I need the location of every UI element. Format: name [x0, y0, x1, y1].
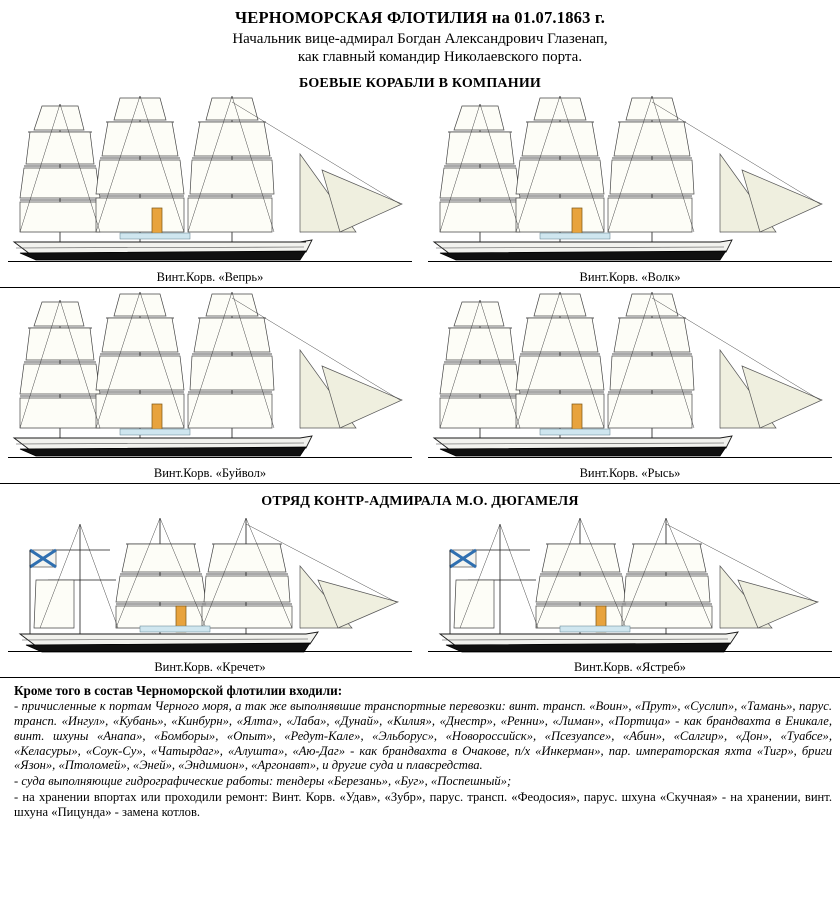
- footer-notes: [0, 678, 840, 819]
- header-subtitle-1: Начальник вице-адмирал Богдан Александрович Глазенап,: [232, 31, 608, 47]
- ship-caption-yastreb: Винт.Корв. «Ястреб»: [574, 660, 686, 674]
- ship-caption-vepr: Винт.Корв. «Вепрь»: [156, 270, 264, 284]
- footer-paragraph-2: - суда выполняющие гидрографические работы: тендеры «Березань», «Буг», «Поспешный»;: [14, 774, 512, 789]
- ship-cell-yastreb: [420, 510, 840, 675]
- ship-row-1: [0, 92, 840, 285]
- page-title-date: на 01.07.1863 г.: [491, 8, 606, 27]
- ship-illustration-yastreb: [420, 510, 840, 660]
- section-title-combat: БОЕВЫЕ КОРАБЛИ В КОМПАНИИ: [298, 76, 541, 91]
- ship-row-2: [0, 288, 840, 481]
- ship-cell-volk: [420, 92, 840, 285]
- header-subtitle-2: как главный командир Николаевского порта.: [297, 49, 583, 65]
- page-header: [0, 0, 840, 66]
- waterline: [428, 261, 832, 262]
- waterline: [8, 651, 412, 652]
- ship-cell-krechet: [0, 510, 420, 675]
- ship-svg: [420, 92, 840, 270]
- ship-row-3: [0, 510, 840, 675]
- page-title: [0, 8, 840, 28]
- footer-title: Кроме того в состав Черноморской флотилии входили:: [14, 683, 343, 698]
- ship-caption-volk: Винт.Корв. «Волк»: [579, 270, 681, 284]
- ship-illustration-krechet: [0, 510, 420, 660]
- ship-illustration-buyvol: [0, 288, 420, 466]
- ship-svg: [420, 510, 840, 660]
- waterline: [428, 651, 832, 652]
- ship-cell-buyvol: [0, 288, 420, 481]
- waterline: [8, 457, 412, 458]
- ship-svg: [420, 288, 840, 466]
- ship-svg: [0, 92, 420, 270]
- waterline: [428, 457, 832, 458]
- footer-paragraph-3: - на хранении впортах или проходили ремонт: Винт. Корв. «Удав», «Зубр», парус. трансп. «Феодосия», парус. шхуна «Скучная» - на хранении, винт. шхуна «Пицунда» - замена котлов.: [14, 789, 832, 819]
- ship-caption-krechet: Винт.Корв. «Кречет»: [154, 660, 266, 674]
- ship-svg: [0, 510, 420, 660]
- ship-illustration-volk: [420, 92, 840, 270]
- ship-illustration-vepr: [0, 92, 420, 270]
- ship-caption-rys: Винт.Корв. «Рысь»: [579, 466, 681, 480]
- ship-cell-rys: [420, 288, 840, 481]
- footer-paragraph-1: - причисленные к портам Черного моря, а так же выполнявшие транспортные перевозки: винт. трансп. «Воин», «Прут», «Суслип», «Тамань», парус. трансп. «Ингул», «Кубань», «Кинбурн», «Ялта», «Лаба», «Дунай», «Килия», «Днестр», «Ренни», «Лиман», «Портица» - как брандвахта в Еникале, винт. шхуны «Анапа», «Бомборы», «Опыт», «Редут-Кале», «Эльборус», «Новороссийск», «Псезуапсе», «Абин», «Салгир», «Дон», «Туабсе», «Келасуры», «Соук-Су», «Чатырдаг», «Алушта», «Аю-Даг» - как брандвахта в Очакове, п/х «Инкерман», пар. императорская яхта «Тигр», бриги «Язон», «Птоломей», «Эней», «Эндимион», «Аргонавт», и другие суда и плавсредства.: [14, 699, 832, 773]
- section-title-squadron: ОТРЯД КОНТР-АДМИРАЛА М.О. ДЮГАМЕЛЯ: [261, 494, 579, 509]
- page-title-main: ЧЕРНОМОРСКАЯ ФЛОТИЛИЯ: [234, 8, 488, 27]
- ship-cell-vepr: [0, 92, 420, 285]
- ship-illustration-rys: [420, 288, 840, 466]
- ship-svg: [0, 288, 420, 466]
- divider-2: [0, 483, 840, 484]
- waterline: [8, 261, 412, 262]
- ship-caption-buyvol: Винт.Корв. «Буйвол»: [153, 466, 267, 480]
